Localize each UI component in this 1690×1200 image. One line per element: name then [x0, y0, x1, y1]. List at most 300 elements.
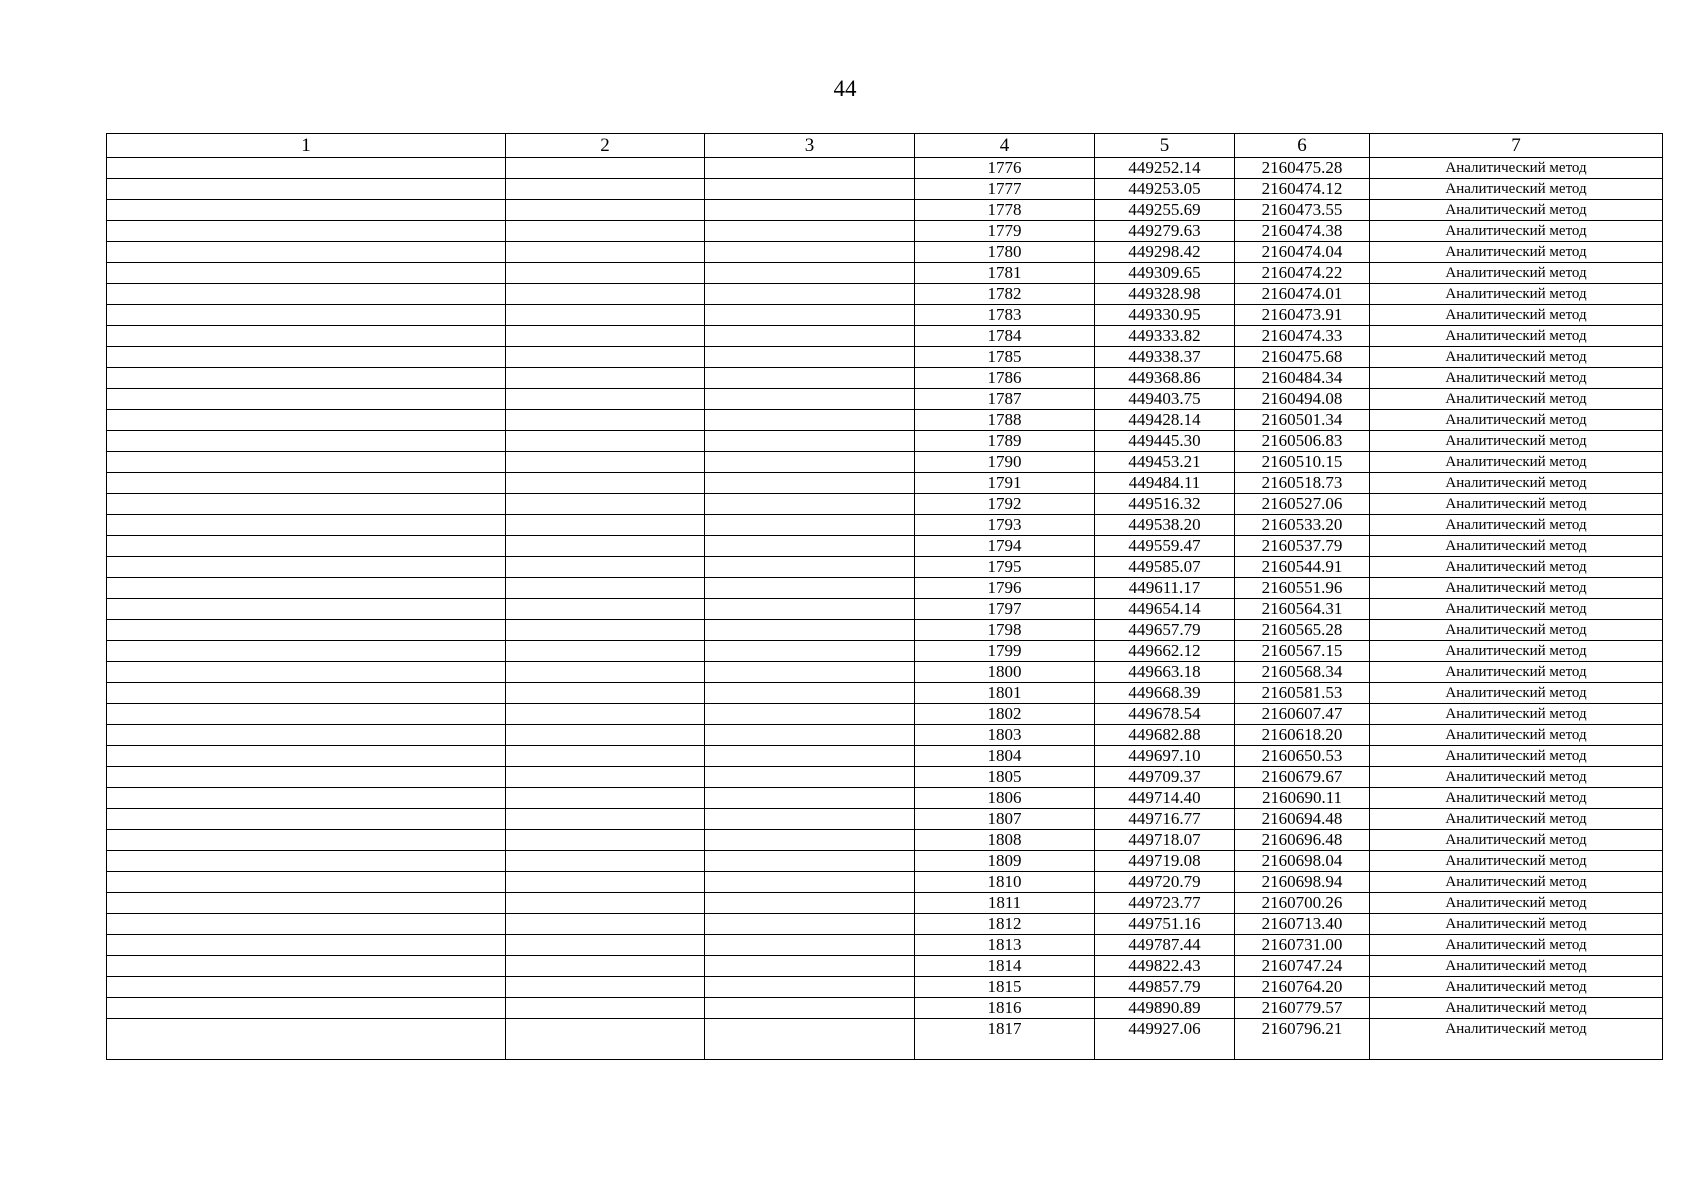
- table-cell: Аналитический метод: [1370, 935, 1663, 956]
- table-cell: Аналитический метод: [1370, 200, 1663, 221]
- table-row: [107, 683, 1663, 704]
- table-cell: 2160537.79: [1235, 536, 1370, 557]
- table-cell: 449253.05: [1095, 179, 1235, 200]
- table-cell: 2160764.20: [1235, 977, 1370, 998]
- table-cell: [506, 431, 705, 452]
- table-cell: 1786: [915, 368, 1095, 389]
- table-cell: 2160494.08: [1235, 389, 1370, 410]
- page-number: 44: [833, 76, 857, 101]
- table-cell: [107, 389, 506, 410]
- table-cell: 449663.18: [1095, 662, 1235, 683]
- column-header: 4: [915, 134, 1095, 158]
- table-cell: Аналитический метод: [1370, 1019, 1663, 1060]
- table-cell: [705, 746, 915, 767]
- column-header: 5: [1095, 134, 1235, 158]
- table-cell: 1794: [915, 536, 1095, 557]
- table-cell: 2160690.11: [1235, 788, 1370, 809]
- table-cell: [506, 557, 705, 578]
- table-cell: [506, 788, 705, 809]
- table-cell: [107, 998, 506, 1019]
- table-cell: [107, 830, 506, 851]
- table-cell: [705, 956, 915, 977]
- table-cell: Аналитический метод: [1370, 662, 1663, 683]
- table-cell: [705, 809, 915, 830]
- table-cell: [506, 599, 705, 620]
- table-row: [107, 200, 1663, 221]
- table-cell: 2160474.12: [1235, 179, 1370, 200]
- table-cell: 449716.77: [1095, 809, 1235, 830]
- table-cell: 1816: [915, 998, 1095, 1019]
- table-cell: [506, 914, 705, 935]
- table-cell: 2160618.20: [1235, 725, 1370, 746]
- table-cell: [705, 536, 915, 557]
- table-cell: [705, 179, 915, 200]
- table-cell: [107, 242, 506, 263]
- table-cell: [107, 704, 506, 725]
- table-row: [107, 347, 1663, 368]
- table-cell: 449678.54: [1095, 704, 1235, 725]
- table-cell: 449516.32: [1095, 494, 1235, 515]
- table-row: [107, 935, 1663, 956]
- table-cell: [506, 515, 705, 536]
- table-row: [107, 956, 1663, 977]
- table-cell: [705, 725, 915, 746]
- table-cell: 2160510.15: [1235, 452, 1370, 473]
- table-cell: 449720.79: [1095, 872, 1235, 893]
- table-cell: [705, 326, 915, 347]
- table-cell: [506, 473, 705, 494]
- table-cell: 449309.65: [1095, 263, 1235, 284]
- table-cell: [107, 872, 506, 893]
- table-cell: [107, 578, 506, 599]
- table-cell: 2160501.34: [1235, 410, 1370, 431]
- table-row: [107, 515, 1663, 536]
- table-cell: 2160564.31: [1235, 599, 1370, 620]
- table-cell: 2160473.55: [1235, 200, 1370, 221]
- table-header-row: [107, 134, 1663, 158]
- table-cell: Аналитический метод: [1370, 683, 1663, 704]
- column-header: 1: [107, 134, 506, 158]
- table-cell: Аналитический метод: [1370, 284, 1663, 305]
- table-row: [107, 263, 1663, 284]
- table-cell: 449668.39: [1095, 683, 1235, 704]
- table-cell: Аналитический метод: [1370, 977, 1663, 998]
- table-cell: [107, 620, 506, 641]
- table-cell: 2160568.34: [1235, 662, 1370, 683]
- table-cell: Аналитический метод: [1370, 830, 1663, 851]
- table-cell: [107, 851, 506, 872]
- table-cell: [107, 284, 506, 305]
- table-cell: [107, 809, 506, 830]
- table-cell: [705, 431, 915, 452]
- table-cell: 449611.17: [1095, 578, 1235, 599]
- table-cell: 2160533.20: [1235, 515, 1370, 536]
- table-cell: 449822.43: [1095, 956, 1235, 977]
- table-cell: Аналитический метод: [1370, 326, 1663, 347]
- table-cell: [705, 221, 915, 242]
- table-cell: [506, 158, 705, 179]
- table-cell: Аналитический метод: [1370, 431, 1663, 452]
- table-cell: [705, 284, 915, 305]
- table-cell: Аналитический метод: [1370, 305, 1663, 326]
- table-cell: [705, 200, 915, 221]
- table-cell: [506, 830, 705, 851]
- table-row: [107, 1019, 1663, 1060]
- table-cell: [705, 788, 915, 809]
- table-cell: 2160474.01: [1235, 284, 1370, 305]
- table-cell: [705, 242, 915, 263]
- table-cell: 2160551.96: [1235, 578, 1370, 599]
- table-cell: [705, 704, 915, 725]
- table-cell: 1784: [915, 326, 1095, 347]
- table-cell: 449333.82: [1095, 326, 1235, 347]
- table-cell: [506, 410, 705, 431]
- table-cell: Аналитический метод: [1370, 641, 1663, 662]
- table-row: [107, 893, 1663, 914]
- table-cell: [506, 872, 705, 893]
- table-cell: [705, 977, 915, 998]
- table-row: [107, 977, 1663, 998]
- table-cell: 2160474.04: [1235, 242, 1370, 263]
- table-cell: 449255.69: [1095, 200, 1235, 221]
- table-cell: [506, 998, 705, 1019]
- table-cell: [705, 347, 915, 368]
- table-cell: [705, 851, 915, 872]
- table-cell: 1777: [915, 179, 1095, 200]
- table-cell: [705, 515, 915, 536]
- table-cell: [506, 221, 705, 242]
- table-cell: 2160544.91: [1235, 557, 1370, 578]
- table-row: [107, 914, 1663, 935]
- column-header: 2: [506, 134, 705, 158]
- table-cell: 2160713.40: [1235, 914, 1370, 935]
- table-cell: [705, 158, 915, 179]
- table-cell: [107, 767, 506, 788]
- table-cell: 1793: [915, 515, 1095, 536]
- table-cell: [705, 557, 915, 578]
- table-cell: [705, 683, 915, 704]
- table-cell: 1788: [915, 410, 1095, 431]
- table-cell: Аналитический метод: [1370, 263, 1663, 284]
- table-cell: 1804: [915, 746, 1095, 767]
- table-cell: 1783: [915, 305, 1095, 326]
- table-row: [107, 725, 1663, 746]
- table-cell: 2160475.28: [1235, 158, 1370, 179]
- table-cell: [705, 263, 915, 284]
- table-cell: Аналитический метод: [1370, 893, 1663, 914]
- table-cell: 449252.14: [1095, 158, 1235, 179]
- table-cell: 2160484.34: [1235, 368, 1370, 389]
- table-cell: [705, 452, 915, 473]
- table-cell: 1809: [915, 851, 1095, 872]
- table-cell: [107, 746, 506, 767]
- table-row: [107, 830, 1663, 851]
- table-cell: 1805: [915, 767, 1095, 788]
- table-cell: [506, 956, 705, 977]
- table-cell: 2160475.68: [1235, 347, 1370, 368]
- table-row: [107, 998, 1663, 1019]
- table-cell: [506, 200, 705, 221]
- table-cell: 2160474.22: [1235, 263, 1370, 284]
- table-cell: [506, 662, 705, 683]
- table-cell: Аналитический метод: [1370, 725, 1663, 746]
- table-cell: 1810: [915, 872, 1095, 893]
- table-cell: [506, 494, 705, 515]
- table-cell: [107, 599, 506, 620]
- table-cell: 2160518.73: [1235, 473, 1370, 494]
- table-cell: [506, 746, 705, 767]
- table-cell: [705, 767, 915, 788]
- table-row: [107, 452, 1663, 473]
- table-cell: 1782: [915, 284, 1095, 305]
- table-cell: [705, 620, 915, 641]
- table-cell: Аналитический метод: [1370, 389, 1663, 410]
- table-row: [107, 662, 1663, 683]
- table-cell: 2160565.28: [1235, 620, 1370, 641]
- table-cell: [705, 494, 915, 515]
- table-cell: [107, 200, 506, 221]
- table-cell: [506, 263, 705, 284]
- table-cell: [107, 347, 506, 368]
- table-cell: 449723.77: [1095, 893, 1235, 914]
- table-cell: 449751.16: [1095, 914, 1235, 935]
- table-cell: [506, 284, 705, 305]
- table-cell: Аналитический метод: [1370, 410, 1663, 431]
- table-cell: 2160474.38: [1235, 221, 1370, 242]
- table-cell: 449559.47: [1095, 536, 1235, 557]
- table-row: [107, 641, 1663, 662]
- table-cell: 449719.08: [1095, 851, 1235, 872]
- table-cell: [107, 725, 506, 746]
- table-cell: [705, 1019, 915, 1060]
- table-cell: [705, 872, 915, 893]
- table-cell: Аналитический метод: [1370, 620, 1663, 641]
- column-header: 6: [1235, 134, 1370, 158]
- table-row: [107, 431, 1663, 452]
- table-cell: 1780: [915, 242, 1095, 263]
- table-cell: 2160696.48: [1235, 830, 1370, 851]
- table-cell: [107, 158, 506, 179]
- table-cell: [107, 536, 506, 557]
- table-cell: 2160698.94: [1235, 872, 1370, 893]
- table-cell: [107, 221, 506, 242]
- table-cell: [506, 326, 705, 347]
- table-row: [107, 851, 1663, 872]
- table-cell: 449338.37: [1095, 347, 1235, 368]
- table-cell: [705, 662, 915, 683]
- table-cell: [705, 893, 915, 914]
- table-cell: Аналитический метод: [1370, 221, 1663, 242]
- table-cell: [506, 578, 705, 599]
- table-row: [107, 410, 1663, 431]
- table-cell: 1798: [915, 620, 1095, 641]
- table-cell: 449927.06: [1095, 1019, 1235, 1060]
- table-cell: [506, 179, 705, 200]
- table-cell: Аналитический метод: [1370, 347, 1663, 368]
- table-row: [107, 242, 1663, 263]
- table-row: [107, 746, 1663, 767]
- table-cell: 2160679.67: [1235, 767, 1370, 788]
- table-cell: 2160567.15: [1235, 641, 1370, 662]
- table-cell: 2160700.26: [1235, 893, 1370, 914]
- table-cell: 1790: [915, 452, 1095, 473]
- table-cell: 1803: [915, 725, 1095, 746]
- table-cell: 449654.14: [1095, 599, 1235, 620]
- table-cell: 449328.98: [1095, 284, 1235, 305]
- table-cell: 449709.37: [1095, 767, 1235, 788]
- table-cell: Аналитический метод: [1370, 809, 1663, 830]
- table-cell: 1789: [915, 431, 1095, 452]
- table-cell: [506, 347, 705, 368]
- table-row: [107, 389, 1663, 410]
- table-row: [107, 305, 1663, 326]
- table-cell: 2160694.48: [1235, 809, 1370, 830]
- coordinates-table: [106, 133, 1663, 1060]
- table-cell: [107, 179, 506, 200]
- table-cell: [705, 578, 915, 599]
- table-cell: 2160731.00: [1235, 935, 1370, 956]
- table-cell: 1787: [915, 389, 1095, 410]
- table-row: [107, 179, 1663, 200]
- table-cell: Аналитический метод: [1370, 536, 1663, 557]
- table-cell: 2160796.21: [1235, 1019, 1370, 1060]
- table-cell: [506, 368, 705, 389]
- table-cell: [705, 368, 915, 389]
- table-cell: 449484.11: [1095, 473, 1235, 494]
- table-cell: [506, 851, 705, 872]
- table-row: [107, 578, 1663, 599]
- table-cell: [506, 683, 705, 704]
- column-header: 7: [1370, 134, 1663, 158]
- table-cell: [107, 893, 506, 914]
- table-cell: 449718.07: [1095, 830, 1235, 851]
- table-cell: 449445.30: [1095, 431, 1235, 452]
- table-cell: [705, 830, 915, 851]
- table-cell: 449890.89: [1095, 998, 1235, 1019]
- table-cell: 1800: [915, 662, 1095, 683]
- table-cell: 449682.88: [1095, 725, 1235, 746]
- table-cell: [107, 1019, 506, 1060]
- table-cell: [107, 326, 506, 347]
- table-cell: 1799: [915, 641, 1095, 662]
- table-row: [107, 704, 1663, 725]
- table-cell: [107, 305, 506, 326]
- table-cell: [107, 452, 506, 473]
- table-cell: 1813: [915, 935, 1095, 956]
- table-cell: 1801: [915, 683, 1095, 704]
- table-cell: Аналитический метод: [1370, 599, 1663, 620]
- table-cell: 1814: [915, 956, 1095, 977]
- column-header: 3: [705, 134, 915, 158]
- table-cell: [506, 893, 705, 914]
- table-cell: [107, 662, 506, 683]
- table-cell: Аналитический метод: [1370, 914, 1663, 935]
- table-cell: 2160473.91: [1235, 305, 1370, 326]
- table-cell: 1796: [915, 578, 1095, 599]
- table-row: [107, 284, 1663, 305]
- table-cell: 1807: [915, 809, 1095, 830]
- table-cell: [107, 410, 506, 431]
- table-cell: 449585.07: [1095, 557, 1235, 578]
- table-cell: 1806: [915, 788, 1095, 809]
- table-cell: Аналитический метод: [1370, 767, 1663, 788]
- table-cell: 449330.95: [1095, 305, 1235, 326]
- table-cell: 1811: [915, 893, 1095, 914]
- table-cell: [506, 389, 705, 410]
- table-cell: [705, 410, 915, 431]
- table-cell: [506, 305, 705, 326]
- table-cell: 449403.75: [1095, 389, 1235, 410]
- table-cell: [506, 536, 705, 557]
- table-cell: Аналитический метод: [1370, 179, 1663, 200]
- table-cell: [107, 977, 506, 998]
- table-cell: Аналитический метод: [1370, 557, 1663, 578]
- table-cell: [705, 599, 915, 620]
- table-cell: 2160506.83: [1235, 431, 1370, 452]
- table-cell: 449279.63: [1095, 221, 1235, 242]
- table-row: [107, 809, 1663, 830]
- table-cell: Аналитический метод: [1370, 956, 1663, 977]
- table-cell: 1792: [915, 494, 1095, 515]
- table-cell: Аналитический метод: [1370, 452, 1663, 473]
- table-row: [107, 620, 1663, 641]
- table-cell: [107, 431, 506, 452]
- table-cell: Аналитический метод: [1370, 788, 1663, 809]
- table-cell: 1797: [915, 599, 1095, 620]
- table-cell: [107, 914, 506, 935]
- table-cell: Аналитический метод: [1370, 872, 1663, 893]
- table-row: [107, 872, 1663, 893]
- table-cell: 1776: [915, 158, 1095, 179]
- table-cell: [506, 704, 705, 725]
- table-cell: 1817: [915, 1019, 1095, 1060]
- table-cell: 449697.10: [1095, 746, 1235, 767]
- table-cell: Аналитический метод: [1370, 578, 1663, 599]
- table-row: [107, 536, 1663, 557]
- table-cell: 2160607.47: [1235, 704, 1370, 725]
- table-cell: Аналитический метод: [1370, 515, 1663, 536]
- table-cell: [107, 515, 506, 536]
- table-cell: [506, 1019, 705, 1060]
- table-cell: 449453.21: [1095, 452, 1235, 473]
- table-cell: 2160698.04: [1235, 851, 1370, 872]
- table-cell: [107, 935, 506, 956]
- table-cell: [506, 725, 705, 746]
- table-cell: 449662.12: [1095, 641, 1235, 662]
- table-cell: 2160650.53: [1235, 746, 1370, 767]
- table-cell: [705, 389, 915, 410]
- table-cell: 449657.79: [1095, 620, 1235, 641]
- table-cell: Аналитический метод: [1370, 494, 1663, 515]
- table-cell: Аналитический метод: [1370, 998, 1663, 1019]
- table-row: [107, 473, 1663, 494]
- table-cell: 2160779.57: [1235, 998, 1370, 1019]
- table-row: [107, 494, 1663, 515]
- table-row: [107, 599, 1663, 620]
- table-cell: 1785: [915, 347, 1095, 368]
- table-cell: [705, 935, 915, 956]
- table-cell: [107, 263, 506, 284]
- table-cell: 2160474.33: [1235, 326, 1370, 347]
- table-cell: 449298.42: [1095, 242, 1235, 263]
- table-row: [107, 221, 1663, 242]
- table-cell: [705, 641, 915, 662]
- table-cell: [506, 977, 705, 998]
- table-cell: [705, 914, 915, 935]
- table-cell: [107, 956, 506, 977]
- table-cell: 449368.86: [1095, 368, 1235, 389]
- table-cell: Аналитический метод: [1370, 473, 1663, 494]
